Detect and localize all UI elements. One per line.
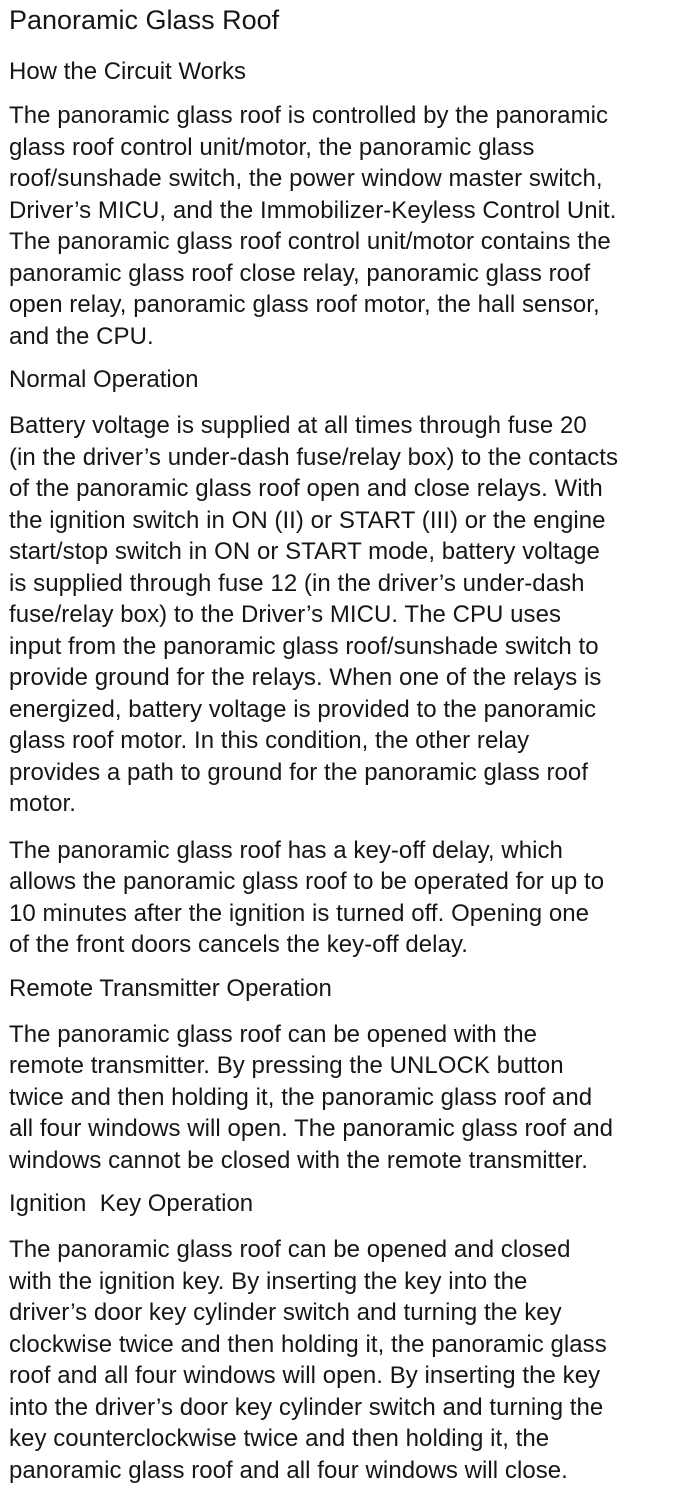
paragraph-normal-operation: Battery voltage is supplied at all times through fuse 20 (in the driver’s under-dash fuse/relay box) to the contacts of the panoramic glass roof open and close relays. With the ignition switch in ON (II) or START (III) or the engine start/stop switch in ON or START mode, battery voltage is supplied through fuse 12 (in the driver’s under-dash fuse/relay box) to the Driver’s MICU. The CPU uses input from the panoramic glass roof/sunshade switch to provide ground for the relays. When one of the relays is energized, battery voltage is provided to the panoramic glass roof motor. In this condition, the other relay provides a path to ground for the panoramic glass roof motor. [9, 412, 619, 817]
heading-normal-operation: Normal Operation [9, 366, 199, 393]
paragraph-ignition-key: The panoramic glass roof can be opened and closed with the ignition key. By inserting the key into the driver’s door key cylinder switch and turning the key clockwise twice and then holding it, the panoramic glass roof and all four windows will open. By inserting the key into the driver’s door key cylinder switch and turning the key counterclockwise twice and then holding it, the panoramic glass roof and all four windows will close. [9, 1236, 607, 1484]
paragraph-remote-transmitter: The panoramic glass roof can be opened with the remote transmitter. By pressing the UNLOCK button twice and then holding it, the panoramic glass roof and all four windows will open. The panoramic glass roof and windows cannot be closed with the remote transmitter. [9, 1020, 614, 1174]
paragraph-key-off-delay: The panoramic glass roof has a key-off delay, which allows the panoramic glass roof to be operated for up to 10 minutes after the ignition is turned off. Opening one of the front doors cancels the key-off delay. [9, 836, 605, 958]
heading-how-the-circuit-works: How the Circuit Works [9, 58, 246, 85]
document-page [9, 0, 674, 1486]
paragraph-circuit-description: The panoramic glass roof is controlled by the panoramic glass roof control unit/motor, the panoramic glass roof/sunshade switch, the power window master switch, Driver’s MICU, and the Immobilizer-Keyless Control Unit. The panoramic glass roof control unit/motor contains the panoramic glass roof close relay, panoramic glass roof open relay, panoramic glass roof motor, the hall sensor, and the CPU. [9, 102, 617, 350]
heading-remote-transmitter-operation: Remote Transmitter Operation [9, 974, 332, 1002]
heading-ignition-key-operation: Ignition Key Operation [9, 1190, 254, 1217]
page-title: Panoramic Glass Roof [9, 5, 280, 35]
